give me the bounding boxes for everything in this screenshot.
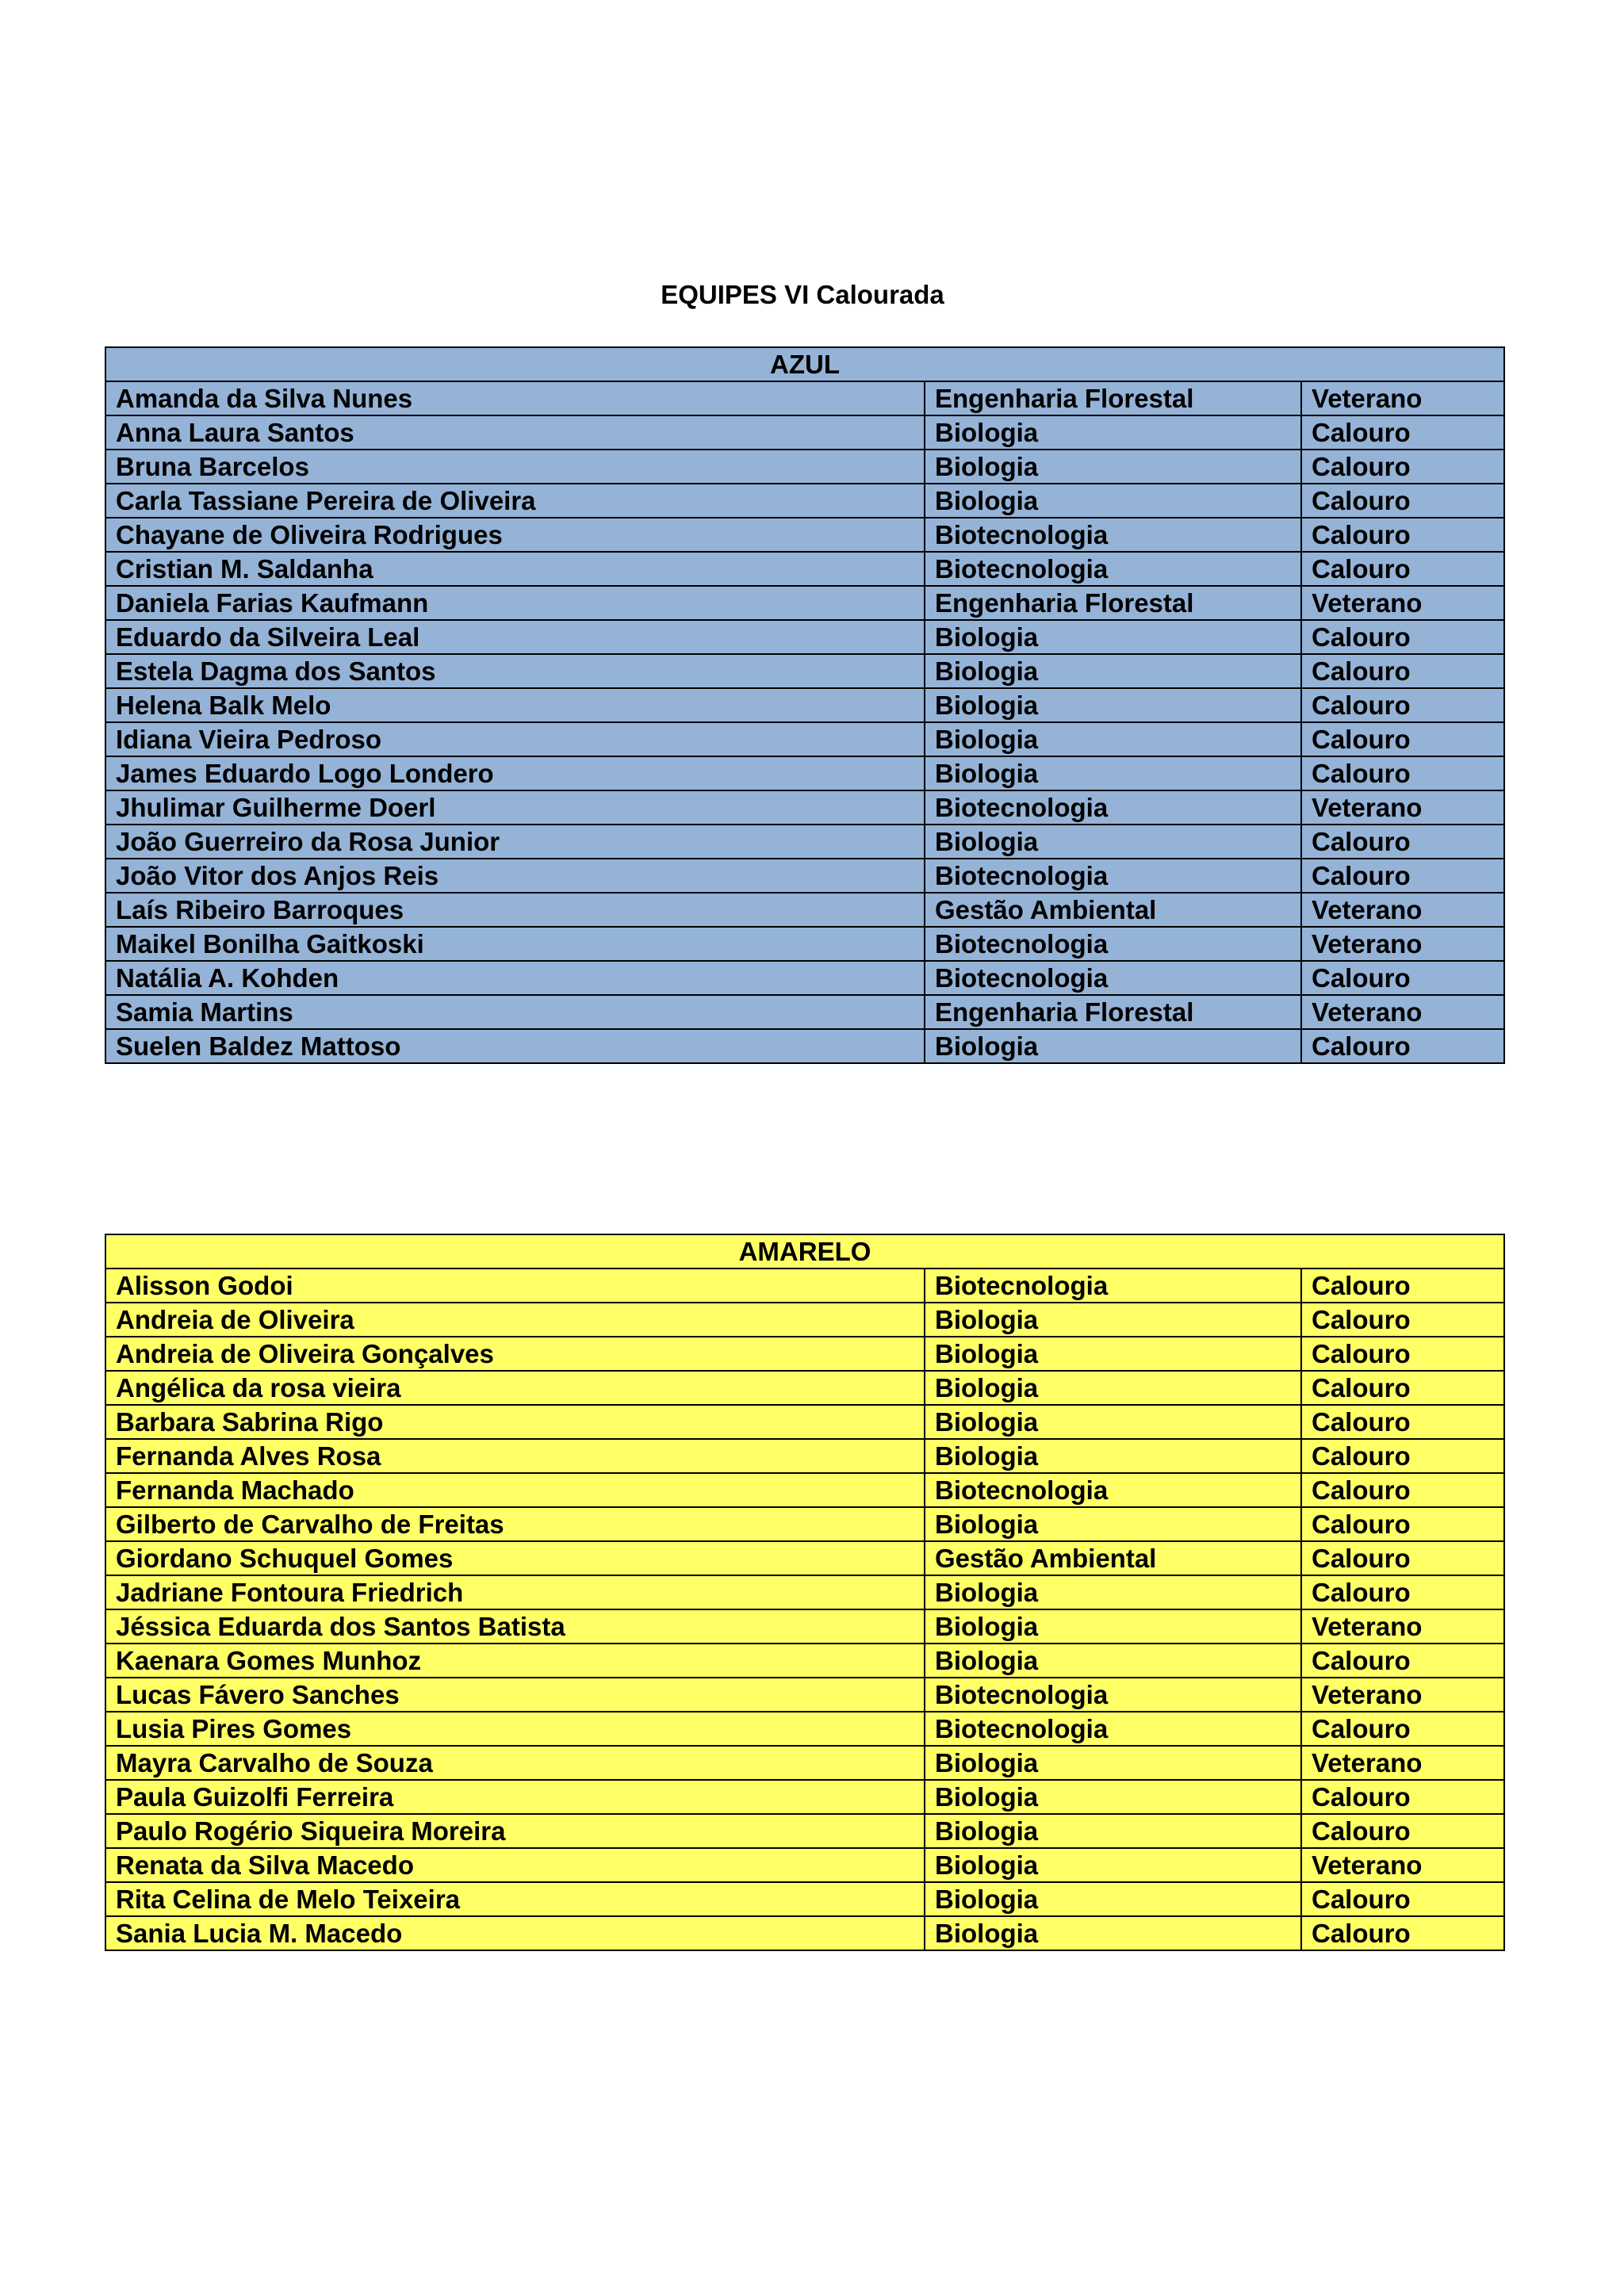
member-course: Biologia (925, 484, 1301, 518)
member-course: Biologia (925, 1303, 1301, 1337)
member-name: Rita Celina de Melo Teixeira (105, 1882, 925, 1916)
member-name: Eduardo da Silveira Leal (105, 620, 925, 654)
member-name: Idiana Vieira Pedroso (105, 722, 925, 756)
table-row (105, 790, 1504, 825)
member-name: Andreia de Oliveira Gonçalves (105, 1337, 925, 1371)
member-course: Biotecnologia (925, 927, 1301, 961)
member-name: Bruna Barcelos (105, 450, 925, 484)
member-status: Calouro (1301, 1575, 1504, 1609)
member-course: Gestão Ambiental (925, 893, 1301, 927)
table-row (105, 1473, 1504, 1507)
member-course: Biotecnologia (925, 1473, 1301, 1507)
member-course: Biologia (925, 1848, 1301, 1882)
table-row (105, 756, 1504, 790)
table-row (105, 1029, 1504, 1063)
member-name: João Guerreiro da Rosa Junior (105, 825, 925, 859)
member-status: Calouro (1301, 415, 1504, 450)
team-name-amarelo: AMARELO (105, 1234, 1504, 1269)
member-status: Veterano (1301, 790, 1504, 825)
table-row (105, 1780, 1504, 1814)
table-row (105, 722, 1504, 756)
member-course: Biologia (925, 825, 1301, 859)
member-status: Veterano (1301, 1678, 1504, 1712)
member-status: Veterano (1301, 1609, 1504, 1644)
member-name: Fernanda Alves Rosa (105, 1439, 925, 1473)
member-name: Gilberto de Carvalho de Freitas (105, 1507, 925, 1541)
member-status: Calouro (1301, 1473, 1504, 1507)
member-name: Lusia Pires Gomes (105, 1712, 925, 1746)
table-row (105, 961, 1504, 995)
table-row (105, 1814, 1504, 1848)
member-name: Maikel Bonilha Gaitkoski (105, 927, 925, 961)
table-row (105, 381, 1504, 415)
member-name: Barbara Sabrina Rigo (105, 1405, 925, 1439)
table-row (105, 1746, 1504, 1780)
member-name: Fernanda Machado (105, 1473, 925, 1507)
table-row (105, 1371, 1504, 1405)
member-course: Biologia (925, 1507, 1301, 1541)
table-row (105, 1678, 1504, 1712)
member-status: Calouro (1301, 1507, 1504, 1541)
member-course: Biologia (925, 1814, 1301, 1848)
member-course: Biologia (925, 1644, 1301, 1678)
table-row (105, 518, 1504, 552)
member-course: Biologia (925, 1405, 1301, 1439)
member-course: Biologia (925, 1780, 1301, 1814)
member-name: Paula Guizolfi Ferreira (105, 1780, 925, 1814)
member-status: Calouro (1301, 518, 1504, 552)
member-status: Calouro (1301, 1337, 1504, 1371)
member-status: Calouro (1301, 1269, 1504, 1303)
member-course: Biologia (925, 1575, 1301, 1609)
member-course: Biologia (925, 722, 1301, 756)
member-course: Biologia (925, 1882, 1301, 1916)
member-course: Biologia (925, 450, 1301, 484)
table-row (105, 1916, 1504, 1950)
member-course: Biotecnologia (925, 859, 1301, 893)
member-name: Amanda da Silva Nunes (105, 381, 925, 415)
member-name: Anna Laura Santos (105, 415, 925, 450)
member-status: Calouro (1301, 1439, 1504, 1473)
member-status: Calouro (1301, 1303, 1504, 1337)
member-name: João Vitor dos Anjos Reis (105, 859, 925, 893)
table-row (105, 859, 1504, 893)
table-row (105, 688, 1504, 722)
table-row (105, 927, 1504, 961)
member-course: Biotecnologia (925, 1269, 1301, 1303)
member-name: Jéssica Eduarda dos Santos Batista (105, 1609, 925, 1644)
table-row (105, 1848, 1504, 1882)
member-name: Cristian M. Saldanha (105, 552, 925, 586)
document-title: EQUIPES VI Calourada (661, 280, 944, 309)
member-course: Gestão Ambiental (925, 1541, 1301, 1575)
member-status: Calouro (1301, 1541, 1504, 1575)
table-row (105, 620, 1504, 654)
member-status: Calouro (1301, 1371, 1504, 1405)
table-row (105, 1507, 1504, 1541)
table-row (105, 1303, 1504, 1337)
table-row (105, 654, 1504, 688)
member-status: Calouro (1301, 688, 1504, 722)
member-status: Calouro (1301, 1916, 1504, 1950)
member-course: Biotecnologia (925, 790, 1301, 825)
member-name: Natália A. Kohden (105, 961, 925, 995)
member-status: Calouro (1301, 756, 1504, 790)
member-status: Veterano (1301, 586, 1504, 620)
member-course: Biologia (925, 1029, 1301, 1063)
member-course: Biologia (925, 415, 1301, 450)
member-name: Renata da Silva Macedo (105, 1848, 925, 1882)
table-row (105, 1712, 1504, 1746)
member-course: Biologia (925, 1916, 1301, 1950)
member-course: Engenharia Florestal (925, 586, 1301, 620)
member-name: Mayra Carvalho de Souza (105, 1746, 925, 1780)
member-course: Engenharia Florestal (925, 381, 1301, 415)
member-status: Calouro (1301, 450, 1504, 484)
member-name: Daniela Farias Kaufmann (105, 586, 925, 620)
member-status: Calouro (1301, 1029, 1504, 1063)
member-name: Lucas Fávero Sanches (105, 1678, 925, 1712)
member-status: Veterano (1301, 1746, 1504, 1780)
member-name: Jhulimar Guilherme Doerl (105, 790, 925, 825)
member-status: Calouro (1301, 1780, 1504, 1814)
member-name: Alisson Godoi (105, 1269, 925, 1303)
member-name: Samia Martins (105, 995, 925, 1029)
member-status: Calouro (1301, 1712, 1504, 1746)
member-name: Estela Dagma dos Santos (105, 654, 925, 688)
member-status: Calouro (1301, 1882, 1504, 1916)
member-status: Calouro (1301, 1814, 1504, 1848)
team-table-amarelo (105, 1234, 1505, 1951)
table-row (105, 1541, 1504, 1575)
team-rows (105, 1269, 1504, 1950)
member-status: Calouro (1301, 825, 1504, 859)
member-course: Biologia (925, 688, 1301, 722)
member-course: Biologia (925, 1337, 1301, 1371)
team-header-row (105, 1234, 1504, 1269)
member-course: Biotecnologia (925, 552, 1301, 586)
table-row (105, 1337, 1504, 1371)
member-course: Biologia (925, 1439, 1301, 1473)
member-course: Biologia (925, 1609, 1301, 1644)
member-status: Veterano (1301, 893, 1504, 927)
team-table-azul (105, 346, 1505, 1064)
table-row (105, 1609, 1504, 1644)
member-name: Kaenara Gomes Munhoz (105, 1644, 925, 1678)
table-row (105, 586, 1504, 620)
table-row (105, 450, 1504, 484)
member-name: Laís Ribeiro Barroques (105, 893, 925, 927)
member-status: Calouro (1301, 1644, 1504, 1678)
member-status: Calouro (1301, 484, 1504, 518)
member-course: Biotecnologia (925, 961, 1301, 995)
table-row (105, 552, 1504, 586)
member-course: Biologia (925, 756, 1301, 790)
team-rows (105, 381, 1504, 1063)
team-name-azul: AZUL (105, 347, 1504, 381)
member-course: Biologia (925, 654, 1301, 688)
table-row (105, 1269, 1504, 1303)
member-name: Helena Balk Melo (105, 688, 925, 722)
team-header-row (105, 347, 1504, 381)
member-course: Biologia (925, 620, 1301, 654)
member-status: Veterano (1301, 1848, 1504, 1882)
member-name: Angélica da rosa vieira (105, 1371, 925, 1405)
table-row (105, 825, 1504, 859)
member-status: Veterano (1301, 381, 1504, 415)
table-row (105, 995, 1504, 1029)
member-status: Veterano (1301, 995, 1504, 1029)
member-status: Calouro (1301, 654, 1504, 688)
table-row (105, 1405, 1504, 1439)
member-course: Biotecnologia (925, 518, 1301, 552)
member-status: Calouro (1301, 1405, 1504, 1439)
table-row (105, 1575, 1504, 1609)
member-course: Biotecnologia (925, 1712, 1301, 1746)
member-course: Biotecnologia (925, 1678, 1301, 1712)
member-name: Andreia de Oliveira (105, 1303, 925, 1337)
table-row (105, 484, 1504, 518)
table-row (105, 1882, 1504, 1916)
member-course: Biologia (925, 1371, 1301, 1405)
member-course: Biologia (925, 1746, 1301, 1780)
member-name: Paulo Rogério Siqueira Moreira (105, 1814, 925, 1848)
table-row (105, 1644, 1504, 1678)
member-status: Calouro (1301, 859, 1504, 893)
table-row (105, 415, 1504, 450)
member-name: Jadriane Fontoura Friedrich (105, 1575, 925, 1609)
member-status: Calouro (1301, 961, 1504, 995)
member-name: Carla Tassiane Pereira de Oliveira (105, 484, 925, 518)
member-status: Calouro (1301, 722, 1504, 756)
member-name: Sania Lucia M. Macedo (105, 1916, 925, 1950)
member-status: Calouro (1301, 552, 1504, 586)
member-course: Engenharia Florestal (925, 995, 1301, 1029)
member-status: Veterano (1301, 927, 1504, 961)
table-row (105, 893, 1504, 927)
member-name: Giordano Schuquel Gomes (105, 1541, 925, 1575)
member-name: James Eduardo Logo Londero (105, 756, 925, 790)
table-row (105, 1439, 1504, 1473)
member-name: Suelen Baldez Mattoso (105, 1029, 925, 1063)
member-status: Calouro (1301, 620, 1504, 654)
member-name: Chayane de Oliveira Rodrigues (105, 518, 925, 552)
